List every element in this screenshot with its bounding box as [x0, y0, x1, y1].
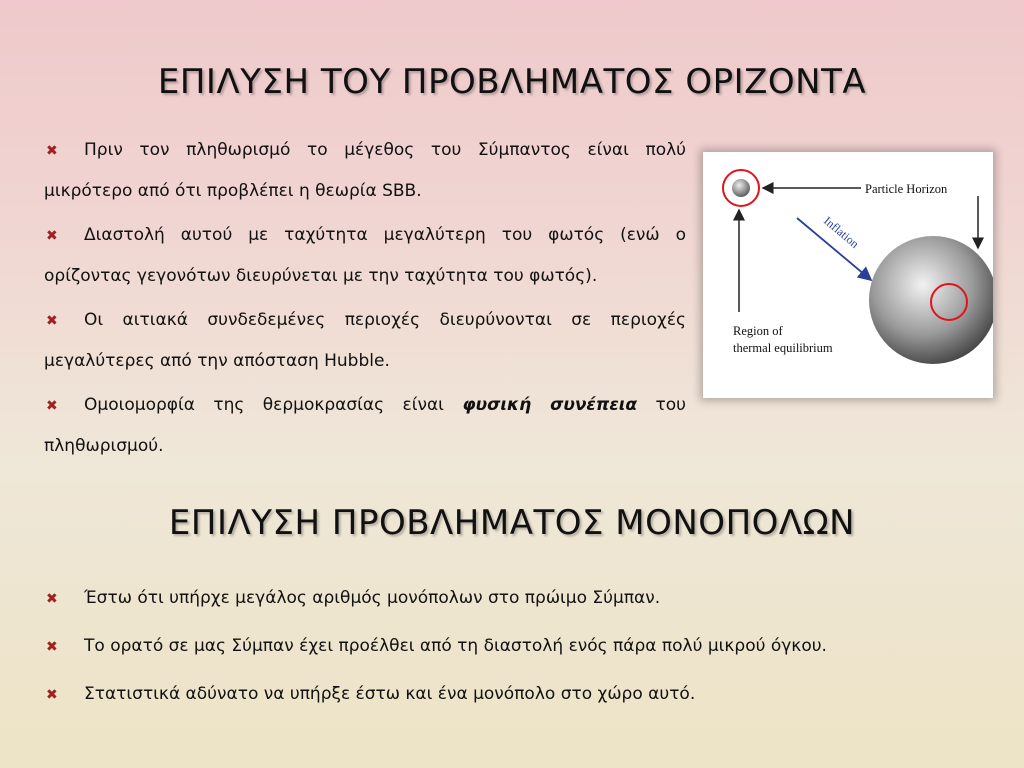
- bullet-item: ✖ Στατιστικά αδύνατο να υπήρξε έστω και ένα μονόπολο στο χώρο αυτό.: [44, 676, 1004, 724]
- horizon-problem-title: ΕΠΙΛΥΣΗ ΤΟΥ ΠΡΟΒΛΗΜΑΤΟΣ ΟΡΙΖΟΝΤΑ: [157, 62, 867, 102]
- x-bullet-icon: ✖: [46, 228, 58, 244]
- x-bullet-icon: ✖: [46, 591, 58, 607]
- region-label-line2: thermal equilibrium: [733, 341, 833, 355]
- bullet-item: ✖ Πριν τον πληθωρισμό το μέγεθος του Σύμπαντος είναι πολύ μικρότερο από ότι προβλέπει η θεωρία SBB.: [44, 130, 686, 211]
- bullet-item: ✖ Διαστολή αυτού με ταχύτητα μεγαλύτερη του φωτός (ενώ ο ορίζοντας γεγονότων διευρύνεται με την ταχύτητα του φωτός).: [44, 215, 686, 296]
- monopole-problem-title: ΕΠΙΛΥΣΗ ΠΡΟΒΛΗΜΑΤΟΣ ΜΟΝΟΠΟΛΩΝ: [168, 503, 856, 543]
- x-bullet-icon: ✖: [46, 687, 58, 703]
- x-bullet-icon: ✖: [46, 143, 58, 159]
- inflation-diagram: [703, 152, 993, 398]
- diagram-svg: [703, 152, 993, 398]
- inflation-label: Inflation: [821, 213, 862, 251]
- monopole-bullet-list: [44, 580, 1004, 724]
- horizon-bullet-list: [44, 130, 686, 470]
- emphasis-text: φυσική συνέπεια: [462, 395, 638, 415]
- bullet-item: ✖ Οι αιτιακά συνδεδεμένες περιοχές διευρύνονται σε περιοχές μεγαλύτερες από την απόσταση Hubble.: [44, 300, 686, 381]
- particle-horizon-label: Particle Horizon: [865, 182, 948, 196]
- x-bullet-icon: ✖: [46, 313, 58, 329]
- bullet-item: ✖ Το ορατό σε μας Σύμπαν έχει προέλθει από τη διαστολή ενός πάρα πολύ μικρού όγκου.: [44, 628, 1004, 676]
- region-label-line1: Region of: [733, 324, 783, 338]
- x-bullet-icon: ✖: [46, 639, 58, 655]
- bullet-item: ✖ Έστω ότι υπήρχε μεγάλος αριθμός μονόπολων στο πρώιμο Σύμπαν.: [44, 580, 1004, 628]
- small-universe-sphere: [732, 179, 750, 197]
- bullet-item: ✖ Ομοιομορφία της θερμοκρασίας είναι φυσική συνέπεια του πληθωρισμού.: [44, 385, 686, 466]
- x-bullet-icon: ✖: [46, 398, 58, 414]
